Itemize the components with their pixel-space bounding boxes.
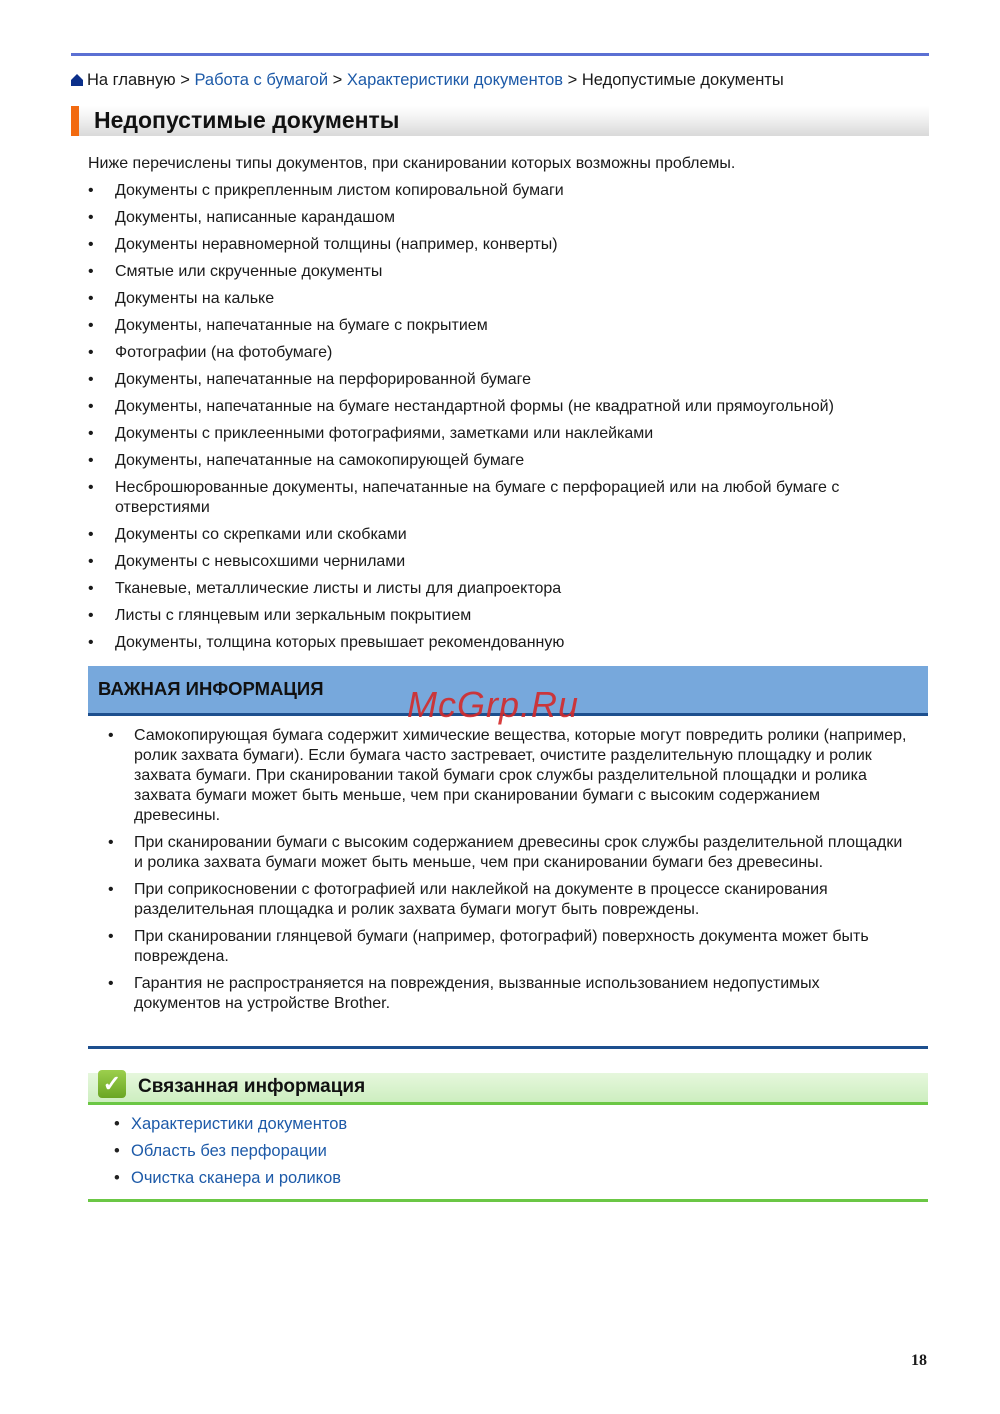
list-item	[88, 289, 908, 309]
bullet: •	[88, 452, 94, 469]
list-item-text: При сканировании глянцевой бумаги (например, фотографий) поверхность документа может быть повреждена.	[134, 928, 869, 965]
list-item	[88, 552, 908, 572]
list-item	[108, 927, 908, 967]
list-item	[108, 974, 908, 1014]
bullet: •	[88, 371, 94, 388]
bullet: •	[88, 634, 94, 651]
bullet: •	[108, 881, 114, 898]
title-accent	[71, 106, 79, 136]
list-item-text: Самокопирующая бумага содержит химические вещества, которые могут повредить ролики (например, ролик захвата бумаги). Если бумага часто застревает, очистите разделительную площадку и ролик захвата бумаги. При сканировании такой бумаги срок службы разделительной площадки и ролика захвата бумаги может быть меньше, чем при сканировании бумаги с высоким содержанием древесины.	[134, 727, 907, 824]
list-item	[88, 397, 908, 417]
page-title: Недопустимые документы	[94, 107, 400, 133]
bullet: •	[88, 182, 94, 199]
bullet: •	[108, 928, 114, 945]
list-item	[108, 726, 908, 826]
related-title: Связанная информация	[138, 1076, 366, 1097]
list-item-text: При сканировании бумаги с высоким содержанием древесины срок службы разделительной площадки и ролика захвата бумаги может быть меньше, чем при сканировании бумаги без древесины.	[134, 834, 903, 871]
bullet: •	[88, 580, 94, 597]
related-link[interactable]: Область без перфорации	[131, 1142, 327, 1160]
list-item-text: Тканевые, металлические листы и листы для диапроектора	[115, 580, 562, 597]
unacceptable-documents-list	[88, 181, 908, 660]
list-item	[88, 181, 908, 201]
bullet: •	[88, 607, 94, 624]
related-link[interactable]: Характеристики документов	[131, 1115, 348, 1133]
list-item	[88, 525, 908, 545]
checkmark-icon: ✓	[98, 1070, 126, 1098]
list-item	[88, 451, 908, 471]
breadcrumb-separator: >	[567, 71, 578, 89]
bullet: •	[114, 1115, 120, 1133]
bullet: •	[88, 317, 94, 334]
bullet: •	[88, 236, 94, 253]
list-item-text: Документы, напечатанные на самокопирующей бумаге	[115, 452, 525, 469]
bullet: •	[88, 553, 94, 570]
breadcrumb-home[interactable]: На главную	[87, 71, 176, 89]
breadcrumb-paper-handling[interactable]: Работа с бумагой	[194, 71, 329, 89]
list-item-text: Документы со скрепками или скобками	[115, 526, 407, 543]
list-item	[114, 1114, 347, 1134]
related-link[interactable]: Очистка сканера и роликов	[131, 1169, 342, 1187]
list-item	[108, 833, 908, 873]
list-item-text: Документы, толщина которых превышает рекомендованную	[115, 634, 565, 651]
bullet: •	[88, 344, 94, 361]
list-item-text: Документы, написанные карандашом	[115, 209, 395, 226]
list-item-text: Листы с глянцевым или зеркальным покрытием	[115, 607, 472, 624]
list-item	[88, 606, 908, 626]
list-item-text: Документы, напечатанные на бумаге с покрытием	[115, 317, 488, 334]
bullet: •	[88, 526, 94, 543]
bullet: •	[108, 975, 114, 992]
bullet: •	[88, 425, 94, 442]
breadcrumb-current: Недопустимые документы	[581, 71, 784, 89]
list-item-text: Фотографии (на фотобумаге)	[115, 344, 333, 361]
bullet: •	[114, 1142, 120, 1160]
related-links	[114, 1114, 347, 1195]
list-item-text: Документы с приклеенными фотографиями, заметками или наклейками	[115, 425, 654, 442]
breadcrumb-document-specs[interactable]: Характеристики документов	[346, 71, 564, 89]
list-item-text: При соприкосновении с фотографией или наклейкой на документе в процессе сканирования разделительная площадка и ролик захвата бумаги могут быть повреждены.	[134, 881, 828, 918]
list-item	[88, 343, 908, 363]
breadcrumb-separator: >	[332, 71, 343, 89]
list-item-text: Документы неравномерной толщины (например, конверты)	[115, 236, 558, 253]
list-item-text: Документы, напечатанные на перфорированной бумаге	[115, 371, 531, 388]
list-item	[108, 880, 908, 920]
list-item	[114, 1168, 347, 1188]
list-item	[88, 235, 908, 255]
list-item-text: Документы с невысохшими чернилами	[115, 553, 406, 570]
list-item-text: Гарантия не распространяется на повреждения, вызванные использованием недопустимых документов на устройстве Brother.	[134, 975, 820, 1012]
list-item	[88, 262, 908, 282]
bullet: •	[108, 727, 114, 744]
bullet: •	[88, 263, 94, 280]
list-item	[88, 633, 908, 653]
important-title: ВАЖНАЯ ИНФОРМАЦИЯ	[98, 678, 324, 699]
watermark: McGrp.Ru	[407, 684, 580, 725]
related-bottom-rule	[88, 1199, 928, 1202]
list-item	[114, 1141, 347, 1161]
list-item	[88, 208, 908, 228]
bullet: •	[88, 209, 94, 226]
list-item	[88, 316, 908, 336]
important-bottom-rule	[88, 1046, 928, 1049]
bullet: •	[88, 398, 94, 415]
title-bar	[71, 106, 929, 136]
list-item-text: Смятые или скрученные документы	[115, 263, 383, 280]
page-number: 18	[911, 1352, 927, 1369]
top-rule	[71, 53, 929, 56]
breadcrumb	[71, 71, 784, 90]
related-header	[88, 1073, 928, 1105]
list-item-text: Документы на кальке	[115, 290, 275, 307]
important-list	[108, 726, 908, 1021]
bullet: •	[88, 479, 94, 496]
intro-text: Ниже перечислены типы документов, при сканировании которых возможны проблемы.	[88, 155, 736, 172]
bullet: •	[88, 290, 94, 307]
list-item	[88, 424, 908, 444]
breadcrumb-separator: >	[180, 71, 190, 89]
home-icon	[71, 74, 83, 86]
list-item-text: Документы с прикрепленным листом копировальной бумаги	[115, 182, 564, 199]
bullet: •	[108, 834, 114, 851]
list-item	[88, 370, 908, 390]
list-item	[88, 478, 908, 518]
list-item	[88, 579, 908, 599]
bullet: •	[114, 1169, 120, 1187]
list-item-text: Документы, напечатанные на бумаге нестандартной формы (не квадратной или прямоугольной)	[115, 398, 834, 415]
list-item-text: Несброшюрованные документы, напечатанные на бумаге с перфорацией или на любой бумаге с отверстиями	[115, 479, 840, 516]
